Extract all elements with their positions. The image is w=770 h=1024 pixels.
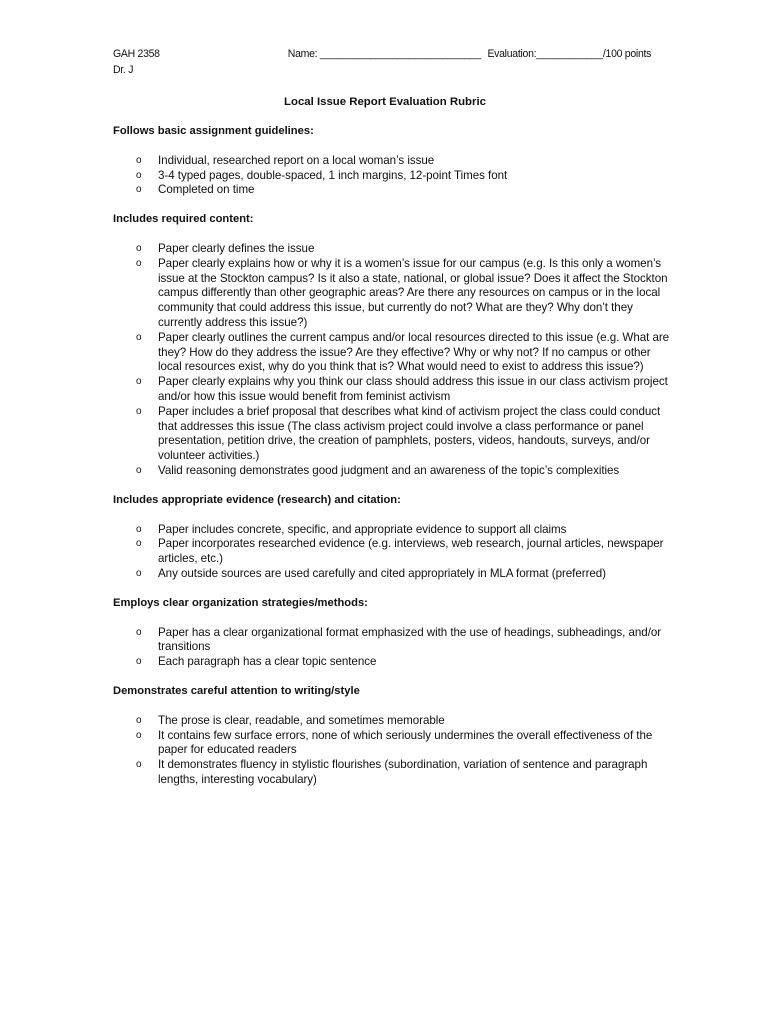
criteria-text: Valid reasoning demonstrates good judgment and an awareness of the topic’s complexities xyxy=(158,463,620,477)
evaluation-field: Evaluation:____________/100 points xyxy=(487,48,652,60)
section-heading: Includes required content: xyxy=(113,213,254,226)
section-heading: Follows basic assignment guidelines: xyxy=(113,125,314,137)
hollow-bullet-icon: o xyxy=(136,729,142,741)
criteria-text: Completed on time xyxy=(158,183,255,197)
header-line-2 xyxy=(113,62,614,78)
hollow-bullet-icon: o xyxy=(136,184,142,196)
hollow-bullet-icon: o xyxy=(136,405,142,417)
criteria-item xyxy=(113,758,673,788)
hollow-bullet-icon: o xyxy=(136,538,142,550)
name-field: Name: _____________________________ xyxy=(287,48,481,60)
hollow-bullet-icon: o xyxy=(136,154,142,166)
hollow-bullet-icon: o xyxy=(136,376,142,388)
hollow-bullet-icon: o xyxy=(136,257,142,269)
criteria-text: The prose is clear, readable, and sometimes memorable xyxy=(158,713,445,727)
section-heading: Includes appropriate evidence (research) and citation: xyxy=(113,493,401,506)
section-heading: Employs clear organization strategies/methods: xyxy=(113,596,368,609)
hollow-bullet-icon: o xyxy=(136,656,142,668)
course-code: GAH 2358 xyxy=(113,48,160,60)
criteria-item xyxy=(113,626,673,656)
rubric-section xyxy=(113,124,673,198)
criteria-text: It demonstrates fluency in stylistic flourishes (subordination, variation of sentence and paragraph lengths, interesting vocabulary) xyxy=(158,758,648,786)
criteria-text: 3-4 typed pages, double-spaced, 1 inch margins, 12-point Times font xyxy=(158,168,508,182)
criteria-text: Individual, researched report on a local woman’s issue xyxy=(158,153,435,167)
criteria-text: Paper incorporates researched evidence (e.g. interviews, web research, journal articles, newspaper articles, etc.) xyxy=(158,537,664,566)
criteria-item xyxy=(113,729,673,759)
criteria-list xyxy=(113,626,673,670)
document-title: Local Issue Report Evaluation Rubric xyxy=(284,96,486,108)
criteria-item xyxy=(113,537,673,567)
criteria-text: Paper clearly outlines the current campus and/or local resources directed to this issue (e.g. What are they? How do they address the issue? Are they effective? Why or why not? If no campus or other local resources exist, why do you think that is? What would need to exist to address this issue?) xyxy=(158,330,670,374)
hollow-bullet-icon: o xyxy=(136,464,142,476)
hollow-bullet-icon: o xyxy=(136,169,142,181)
section-heading: Demonstrates careful attention to writing/style xyxy=(113,684,360,697)
criteria-text: Paper clearly explains why you think our class should address this issue in our class activism project and/or how this issue would benefit from feminist activism xyxy=(158,375,668,403)
criteria-item xyxy=(113,375,673,405)
criteria-item xyxy=(113,331,673,375)
criteria-item xyxy=(113,714,673,729)
rubric-section xyxy=(113,493,673,582)
criteria-list xyxy=(113,523,673,582)
rubric-section xyxy=(113,212,673,479)
hollow-bullet-icon: o xyxy=(136,714,142,726)
criteria-text: Each paragraph has a clear topic sentence xyxy=(158,655,377,669)
criteria-list xyxy=(113,242,673,479)
hollow-bullet-icon: o xyxy=(136,523,142,535)
criteria-item xyxy=(113,183,673,198)
rubric-section xyxy=(113,684,673,788)
criteria-list xyxy=(113,714,673,788)
criteria-item xyxy=(113,464,673,479)
criteria-text: Any outside sources are used carefully and cited appropriately in MLA format (preferred) xyxy=(158,566,606,580)
document-header xyxy=(113,46,652,78)
hollow-bullet-icon: o xyxy=(136,759,142,771)
hollow-bullet-icon: o xyxy=(136,626,142,638)
criteria-text: Paper clearly defines the issue xyxy=(158,241,315,255)
criteria-item xyxy=(113,655,673,670)
criteria-item xyxy=(113,405,673,464)
criteria-text: Paper includes concrete, specific, and appropriate evidence to support all claims xyxy=(158,522,567,536)
criteria-text: Paper has a clear organizational format emphasized with the use of headings, subheadings, and/or transitions xyxy=(158,625,662,654)
header-line-1 xyxy=(113,46,652,62)
hollow-bullet-icon: o xyxy=(136,331,142,343)
hollow-bullet-icon: o xyxy=(136,567,142,579)
hollow-bullet-icon: o xyxy=(136,242,142,254)
criteria-list xyxy=(113,154,673,198)
criteria-item xyxy=(113,257,673,331)
criteria-text: Paper includes a brief proposal that describes what kind of activism project the class could conduct that addresses this issue (The class activism project could involve a class performance or panel presentation, petition drive, the creation of pamphlets, posters, videos, handouts, surveys, and/or volunteer activities.) xyxy=(158,404,661,463)
criteria-text: It contains few surface errors, none of which seriously undermines the overall effectiveness of the paper for educated readers xyxy=(158,728,653,757)
instructor-name: Dr. J xyxy=(113,64,134,76)
criteria-text: Paper clearly explains how or why it is a women’s issue for our campus (e.g. Is this only a women’s issue at the Stockton campus? Is it also a state, national, or global issue? Does it affect the Stockton campus differently than other geographic areas? Are there any resources on campus or in the local community that could address this issue, but currently do not? What are they? Why don’t they currently address this issue?) xyxy=(158,256,668,329)
criteria-item xyxy=(113,523,673,538)
criteria-item xyxy=(113,154,673,169)
rubric-content xyxy=(113,124,673,802)
rubric-section xyxy=(113,596,673,670)
criteria-item xyxy=(113,242,673,257)
criteria-item xyxy=(113,169,673,184)
criteria-item xyxy=(113,567,673,582)
